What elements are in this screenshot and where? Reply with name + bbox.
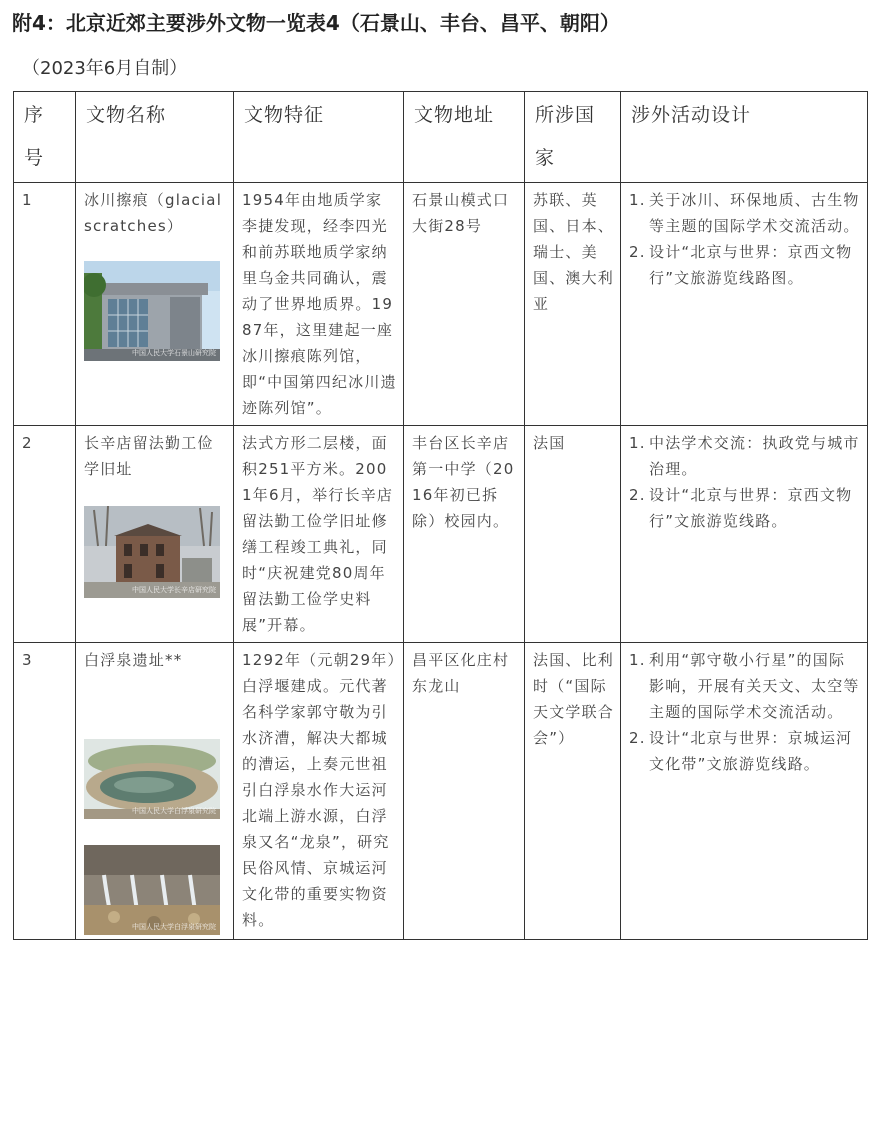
cell-countries: 法国、比利时（“国际天文学联合会”）: [525, 643, 621, 940]
cell-activities: [621, 643, 868, 940]
activity-item: 2. 设计“北京与世界：京西文物行”文旅游览线路图。: [629, 243, 853, 287]
activity-item: 1. 中法学术交流：执政党与城市治理。: [629, 434, 860, 478]
activity-item: 1. 关于冰川、环保地质、古生物等主题的国际学术交流活动。: [629, 191, 860, 235]
cell-address: 丰台区长辛店第一中学（2016年初已拆除）校园内。: [404, 426, 525, 643]
cell-countries: 法国: [525, 426, 621, 643]
changxindian-site-photo: [84, 506, 220, 598]
cell-activities: [621, 426, 868, 643]
cell-countries: 苏联、英国、日本、瑞士、美国、澳大利亚: [525, 183, 621, 426]
document-title: 附4：北京近郊主要涉外文物一览表4（石景山、丰台、昌平、朝阳）: [12, 11, 620, 35]
cell-name: [76, 183, 234, 426]
cell-name: [76, 426, 234, 643]
relic-name: 冰川擦痕（glacial scratches）: [84, 191, 223, 235]
header-address: 文物地址: [404, 92, 525, 183]
table-row: [14, 426, 868, 643]
cell-address: 昌平区化庄村东龙山: [404, 643, 525, 940]
table-header-row: [14, 92, 868, 183]
cell-no: 3: [14, 643, 76, 940]
header-no: 序号: [14, 92, 76, 183]
cell-feature: 1292年（元朝29年）白浮堰建成。元代著名科学家郭守敬为引水济漕，解决大都城的漕运，上奏元世祖引白浮泉水作大运河北端上游水源，白浮泉又名“龙泉”，研究民俗风情、京城运河文化带的重要实物资料。: [234, 643, 404, 940]
relic-name: 白浮泉遗址**: [84, 651, 183, 669]
activity-item: 2. 设计“北京与世界：京西文物行”文旅游览线路。: [629, 486, 853, 530]
header-activities: 涉外活动设计: [621, 92, 868, 183]
photo-watermark: 中国人民大学石景山研究院: [132, 349, 216, 357]
activity-item: 1. 利用“郭守敬小行星”的国际影响，开展有关天文、太空等主题的国际学术交流活动。: [629, 651, 860, 721]
baifu-spring-pond-photo: [84, 739, 220, 819]
baifu-spring-fountain-photo: [84, 845, 220, 935]
cell-feature: 1954年由地质学家李捷发现，经李四光和前苏联地质学家纳里乌金共同确认，震动了世界地质界。1987年，这里建起一座冰川擦痕陈列馆，即“中国第四纪冰川遗迹陈列馆”。: [234, 183, 404, 426]
document-subtitle: （2023年6月自制）: [22, 58, 188, 79]
header-feature: 文物特征: [234, 92, 404, 183]
photo-watermark: 中国人民大学长辛店研究院: [132, 586, 216, 594]
relics-table: [13, 91, 868, 940]
cell-no: 2: [14, 426, 76, 643]
table-row: [14, 183, 868, 426]
glacier-museum-photo: [84, 261, 220, 361]
cell-feature: 法式方形二层楼，面积251平方米。2001年6月，举行长辛店留法勤工俭学旧址修缮工程竣工典礼，同时“庆祝建党80周年留法勤工俭学史料展”开幕。: [234, 426, 404, 643]
relic-name: 长辛店留法勤工俭学旧址: [84, 434, 214, 478]
activity-item: 2. 设计“北京与世界：京城运河文化带”文旅游览线路。: [629, 729, 853, 773]
table-row: [14, 643, 868, 940]
cell-no: 1: [14, 183, 76, 426]
photo-watermark: 中国人民大学白浮泉研究院: [132, 923, 216, 931]
cell-activities: [621, 183, 868, 426]
header-name: 文物名称: [76, 92, 234, 183]
header-countries: 所涉国家: [525, 92, 621, 183]
cell-address: 石景山模式口大街28号: [404, 183, 525, 426]
cell-name: [76, 643, 234, 940]
photo-watermark: 中国人民大学白浮泉研究院: [132, 807, 216, 815]
